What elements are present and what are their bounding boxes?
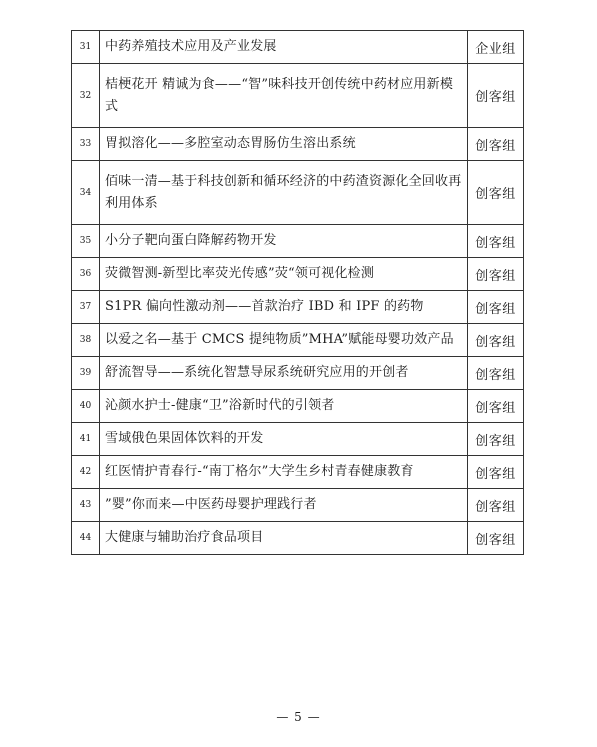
table-row xyxy=(72,456,524,489)
row-number: 35 xyxy=(72,225,100,258)
project-name: ”婴”你而来—中医药母婴护理践行者 xyxy=(100,489,468,522)
table-row xyxy=(72,225,524,258)
project-group: 创客组 xyxy=(468,324,524,357)
table-row xyxy=(72,489,524,522)
row-number: 39 xyxy=(72,357,100,390)
table-row xyxy=(72,258,524,291)
project-group: 创客组 xyxy=(468,423,524,456)
project-name: 沁颜水护士-健康“卫”浴新时代的引领者 xyxy=(100,390,468,423)
project-name: 大健康与辅助治疗食品项目 xyxy=(100,522,468,555)
project-name: 红医情护青春行-“南丁格尔”大学生乡村青春健康教育 xyxy=(100,456,468,489)
table-row xyxy=(72,128,524,161)
project-group: 创客组 xyxy=(468,390,524,423)
table-row xyxy=(72,390,524,423)
row-number: 34 xyxy=(72,161,100,225)
project-name: 荧微智测-新型比率荧光传感”荧“领可视化检测 xyxy=(100,258,468,291)
table-row xyxy=(72,423,524,456)
row-number: 36 xyxy=(72,258,100,291)
project-name: 雪域俄色果固体饮料的开发 xyxy=(100,423,468,456)
row-number: 37 xyxy=(72,291,100,324)
project-name: 舒流智导——系统化智慧导尿系统研究应用的开创者 xyxy=(100,357,468,390)
project-group: 创客组 xyxy=(468,258,524,291)
project-name: S1PR 偏向性激动剂——首款治疗 IBD 和 IPF 的药物 xyxy=(100,291,468,324)
project-table-body xyxy=(72,31,524,555)
project-name: 桔梗花开 精诚为食——“智”味科技开创传统中药材应用新模式 xyxy=(100,64,468,128)
project-group: 创客组 xyxy=(468,489,524,522)
row-number: 41 xyxy=(72,423,100,456)
table-row xyxy=(72,31,524,64)
project-group: 创客组 xyxy=(468,291,524,324)
project-group: 创客组 xyxy=(468,357,524,390)
project-group: 创客组 xyxy=(468,161,524,225)
project-group: 创客组 xyxy=(468,225,524,258)
table-row xyxy=(72,161,524,225)
project-group: 创客组 xyxy=(468,128,524,161)
project-group: 创客组 xyxy=(468,64,524,128)
row-number: 42 xyxy=(72,456,100,489)
project-group: 企业组 xyxy=(468,31,524,64)
table-row xyxy=(72,357,524,390)
table-row xyxy=(72,522,524,555)
page-number: — 5 — xyxy=(276,710,321,724)
row-number: 40 xyxy=(72,390,100,423)
table-row xyxy=(72,291,524,324)
row-number: 44 xyxy=(72,522,100,555)
table-row xyxy=(72,64,524,128)
row-number: 38 xyxy=(72,324,100,357)
project-name: 胃拟溶化——多腔室动态胃肠仿生溶出系统 xyxy=(100,128,468,161)
table-row xyxy=(72,324,524,357)
project-name: 小分子靶向蛋白降解药物开发 xyxy=(100,225,468,258)
row-number: 33 xyxy=(72,128,100,161)
project-name: 佰味一清—基于科技创新和循环经济的中药渣资源化全回收再利用体系 xyxy=(100,161,468,225)
project-table xyxy=(71,30,524,555)
project-name: 中药养殖技术应用及产业发展 xyxy=(100,31,468,64)
row-number: 32 xyxy=(72,64,100,128)
project-group: 创客组 xyxy=(468,456,524,489)
row-number: 43 xyxy=(72,489,100,522)
project-name: 以爱之名—基于 CMCS 提纯物质”MHA”赋能母婴功效产品 xyxy=(100,324,468,357)
row-number: 31 xyxy=(72,31,100,64)
project-group: 创客组 xyxy=(468,522,524,555)
